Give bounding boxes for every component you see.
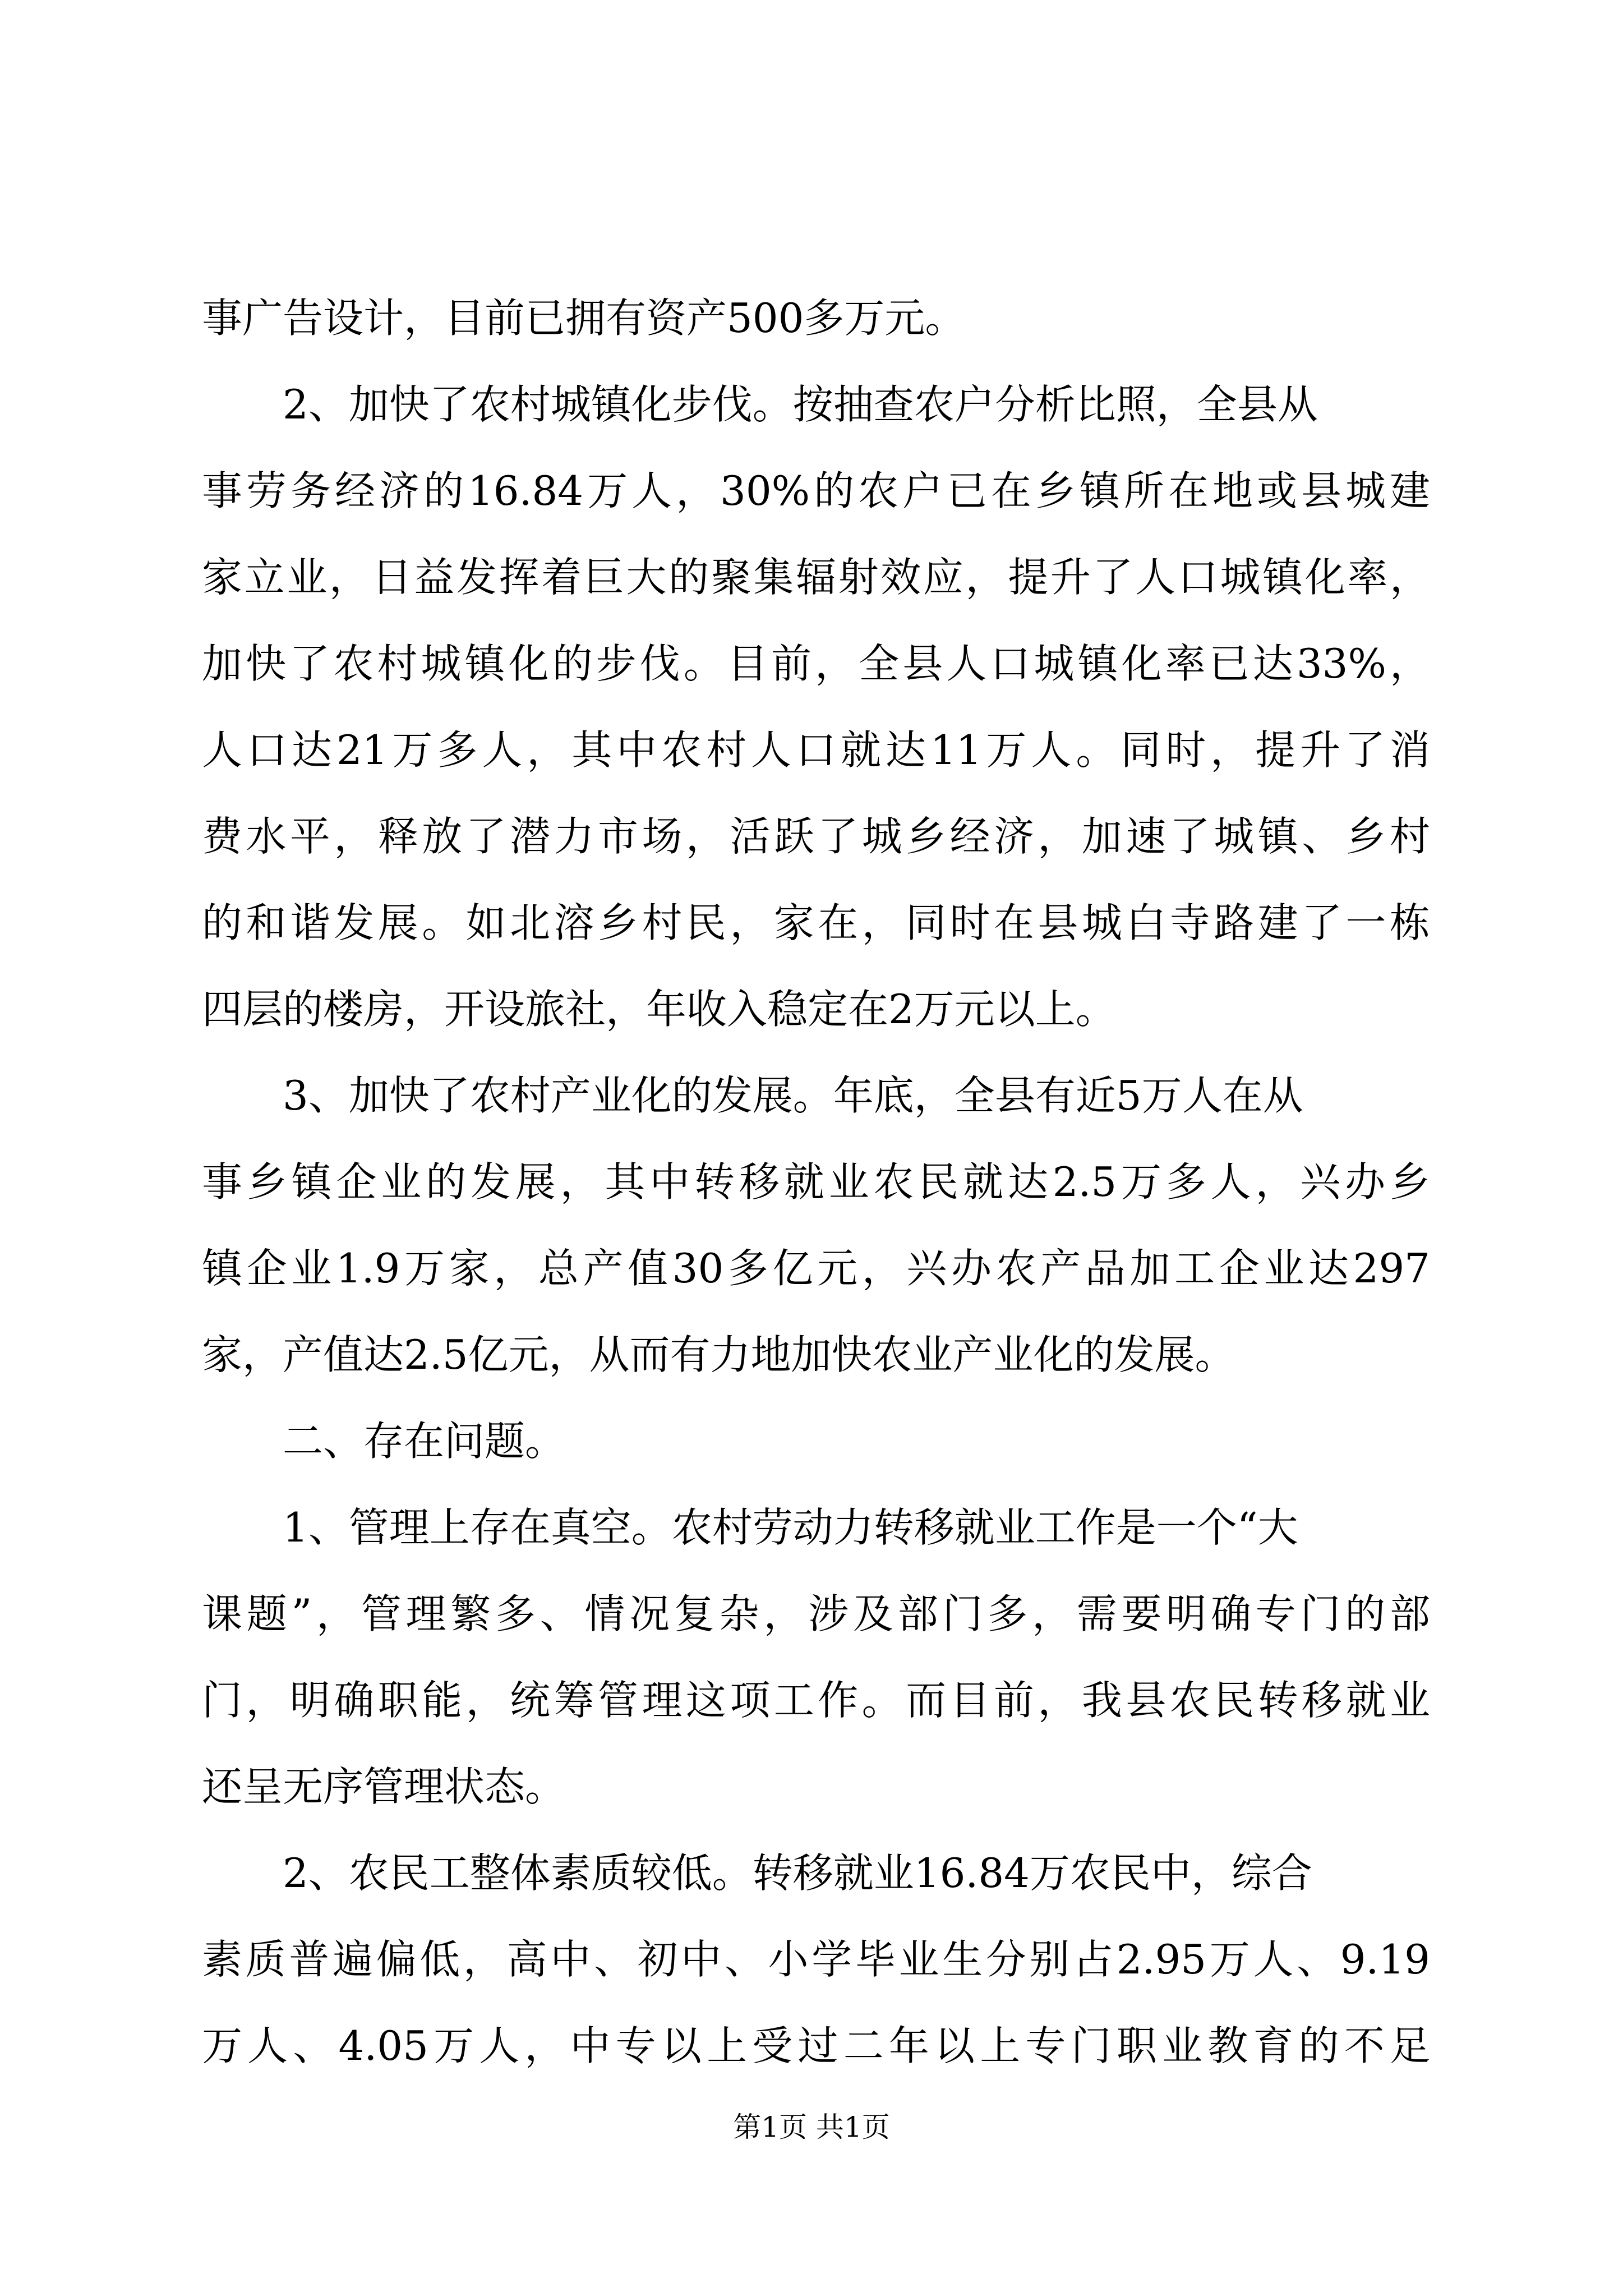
text-line: 万人、4.05万人，中专以上受过二年以上专门职业教育的不足	[202, 2022, 1430, 2069]
text-line: 加快了农村城镇化的步伐。目前，全县人口城镇化率已达33%，	[202, 640, 1430, 687]
text-line: 门，明确职能，统筹管理这项工作。而目前，我县农民转移就业	[202, 1677, 1430, 1724]
text-line: 3、加快了农村产业化的发展。年底，全县有近5万人在从	[283, 1072, 1303, 1119]
text-line: 家立业，日益发挥着巨大的聚集辐射效应，提升了人口城镇化率，	[202, 554, 1430, 601]
text-line: 费水平，释放了潜力市场，活跃了城乡经济，加速了城镇、乡村	[202, 813, 1430, 860]
text-line: 镇企业1.9万家，总产值30多亿元，兴办农产品加工企业达297	[202, 1245, 1430, 1292]
text-line: 2、农民工整体素质较低。转移就业16.84万农民中，综合	[283, 1849, 1312, 1897]
text-line: 事乡镇企业的发展，其中转移就业农民就达2.5万多人，兴办乡	[202, 1158, 1430, 1205]
text-line: 还呈无序管理状态。	[202, 1763, 566, 1810]
text-line: 素质普遍偏低，高中、初中、小学毕业生分别占2.95万人、9.19	[202, 1936, 1430, 1983]
text-line: 家，产值达2.5亿元，从而有力地加快农业产业化的发展。	[202, 1331, 1235, 1378]
text-line: 1、管理上存在真空。农村劳动力转移就业工作是一个“大	[283, 1504, 1298, 1551]
text-line: 的和谐发展。如北溶乡村民，家在，同时在县城白寺路建了一栋	[202, 899, 1430, 946]
text-line: 2、加快了农村城镇化步伐。按抽查农户分析比照，全县从	[283, 381, 1318, 428]
text-line: 人口达21万多人，其中农村人口就达11万人。同时，提升了消	[202, 726, 1430, 774]
text-line: 四层的楼房，开设旅社，年收入稳定在2万元以上。	[202, 986, 1116, 1033]
text-line: 课题”，管理繁多、情况复杂，涉及部门多，需要明确专门的部	[202, 1590, 1430, 1637]
page-number-footer: 第1页 共1页	[733, 2111, 890, 2143]
text-line: 事广告设计，目前已拥有资产500多万元。	[202, 295, 966, 342]
document-body	[202, 275, 1430, 2089]
section-heading: 二、存在问题。	[283, 1418, 566, 1465]
text-line: 事劳务经济的16.84万人，30%的农户已在乡镇所在地或县城建	[202, 467, 1430, 514]
